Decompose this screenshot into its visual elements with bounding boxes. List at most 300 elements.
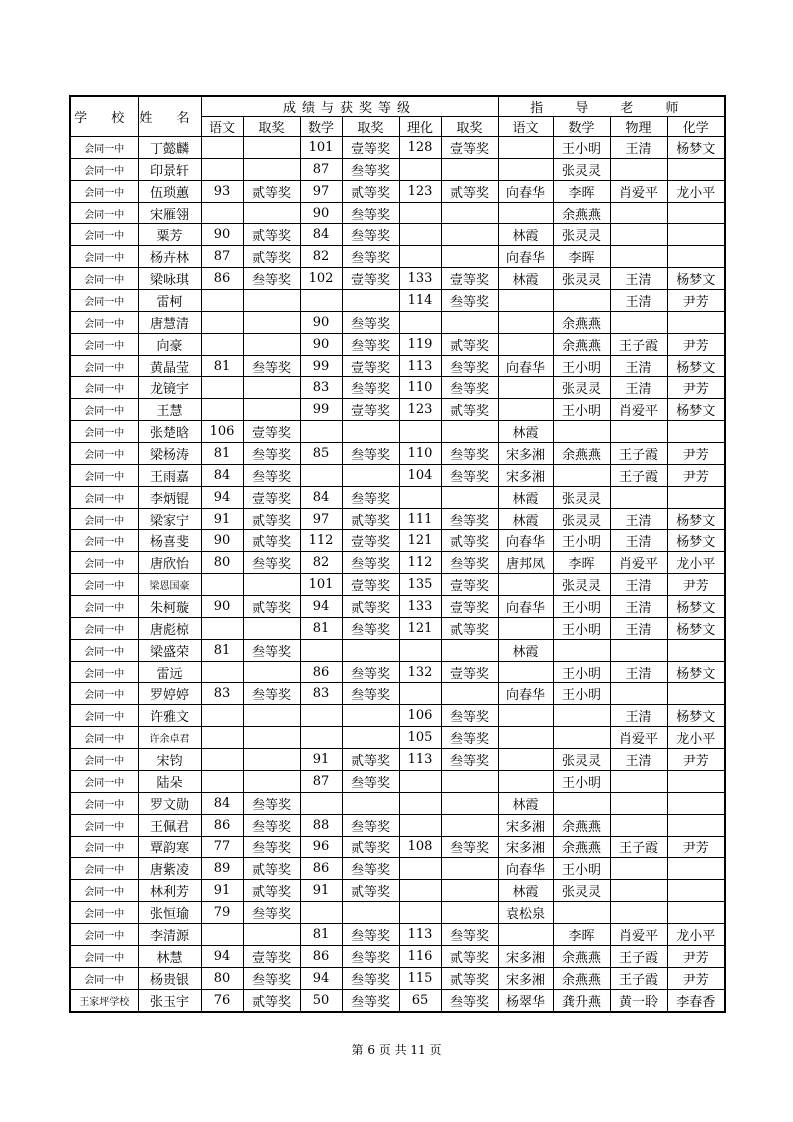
school-cell: 会同一中	[70, 290, 138, 312]
header-scichem-award: 取奖	[441, 117, 498, 137]
chinese-score-cell: 89	[201, 858, 243, 880]
chinese-score-cell: 90	[201, 596, 243, 618]
teacher-physics-cell: 王清	[610, 508, 667, 530]
teacher-chemistry-cell: 龙小平	[667, 552, 725, 574]
table-row	[70, 486, 725, 508]
math-score-cell: 50	[300, 989, 342, 1012]
scichem-award-cell: 叁等奖	[441, 464, 498, 486]
scichem-score-cell	[399, 770, 441, 792]
teacher-math-cell: 李晖	[553, 180, 610, 202]
header-chinese-award: 取奖	[243, 117, 300, 137]
chinese-score-cell: 90	[201, 224, 243, 246]
teacher-math-cell: 余燕燕	[553, 967, 610, 989]
chinese-award-cell: 贰等奖	[243, 989, 300, 1012]
teacher-chinese-cell: 林霞	[498, 508, 553, 530]
name-cell: 唐慧清	[138, 311, 201, 333]
chinese-score-cell	[201, 399, 243, 421]
math-award-cell: 叁等奖	[342, 552, 399, 574]
teacher-physics-cell: 王清	[610, 355, 667, 377]
teacher-chinese-cell: 林霞	[498, 792, 553, 814]
chinese-award-cell: 壹等奖	[243, 945, 300, 967]
teacher-chinese-cell: 袁松泉	[498, 902, 553, 924]
name-cell: 雷远	[138, 661, 201, 683]
teacher-physics-cell: 王子霞	[610, 443, 667, 465]
school-cell: 会同一中	[70, 137, 138, 159]
table-row	[70, 967, 725, 989]
scichem-score-cell: 123	[399, 180, 441, 202]
teacher-chinese-cell	[498, 749, 553, 771]
chinese-award-cell	[243, 727, 300, 749]
chinese-score-cell: 81	[201, 443, 243, 465]
table-row	[70, 792, 725, 814]
scichem-award-cell: 叁等奖	[441, 749, 498, 771]
scichem-score-cell: 121	[399, 617, 441, 639]
chinese-award-cell	[243, 661, 300, 683]
name-cell: 许余卓君	[138, 727, 201, 749]
table-row	[70, 639, 725, 661]
teacher-physics-cell: 王清	[610, 705, 667, 727]
math-score-cell: 82	[300, 246, 342, 268]
teacher-chinese-cell	[498, 617, 553, 639]
teacher-math-cell: 李晖	[553, 552, 610, 574]
scichem-score-cell: 113	[399, 923, 441, 945]
teacher-chemistry-cell: 杨梦文	[667, 617, 725, 639]
teacher-physics-cell: 肖爱平	[610, 180, 667, 202]
teacher-chinese-cell: 向春华	[498, 530, 553, 552]
school-cell: 会同一中	[70, 683, 138, 705]
school-cell: 会同一中	[70, 749, 138, 771]
chinese-score-cell	[201, 727, 243, 749]
teacher-chinese-cell: 林霞	[498, 268, 553, 290]
scichem-score-cell: 121	[399, 530, 441, 552]
teacher-math-cell: 余燕燕	[553, 945, 610, 967]
chinese-award-cell: 叁等奖	[243, 443, 300, 465]
scichem-score-cell: 114	[399, 290, 441, 312]
math-score-cell: 86	[300, 858, 342, 880]
scichem-award-cell: 叁等奖	[441, 355, 498, 377]
table-row	[70, 530, 725, 552]
table-row	[70, 880, 725, 902]
table-row	[70, 224, 725, 246]
teacher-physics-cell	[610, 639, 667, 661]
teacher-physics-cell: 肖爱平	[610, 727, 667, 749]
teacher-math-cell: 张灵灵	[553, 158, 610, 180]
chinese-score-cell	[201, 202, 243, 224]
teacher-math-cell: 李晖	[553, 246, 610, 268]
math-award-cell: 叁等奖	[342, 443, 399, 465]
header-math-score: 数学	[300, 117, 342, 137]
scichem-award-cell	[441, 639, 498, 661]
teacher-physics-cell	[610, 814, 667, 836]
school-cell: 会同一中	[70, 399, 138, 421]
school-cell: 会同一中	[70, 923, 138, 945]
chinese-score-cell: 80	[201, 967, 243, 989]
table-row	[70, 923, 725, 945]
school-cell: 会同一中	[70, 158, 138, 180]
scichem-award-cell: 叁等奖	[441, 989, 498, 1012]
teacher-math-cell: 王小明	[553, 137, 610, 159]
teacher-chemistry-cell: 尹芳	[667, 377, 725, 399]
teacher-physics-cell	[610, 683, 667, 705]
chinese-award-cell	[243, 617, 300, 639]
teacher-chemistry-cell: 杨梦文	[667, 399, 725, 421]
table-row	[70, 945, 725, 967]
teacher-math-cell: 王小明	[553, 399, 610, 421]
teacher-physics-cell	[610, 421, 667, 443]
math-award-cell: 叁等奖	[342, 224, 399, 246]
teacher-math-cell	[553, 639, 610, 661]
teacher-math-cell	[553, 290, 610, 312]
name-cell: 梁杨涛	[138, 443, 201, 465]
teacher-chemistry-cell	[667, 421, 725, 443]
chinese-score-cell	[201, 311, 243, 333]
teacher-chinese-cell: 向春华	[498, 246, 553, 268]
teacher-chinese-cell: 宋多湘	[498, 443, 553, 465]
name-cell: 梁恩国豪	[138, 574, 201, 596]
teacher-chinese-cell: 林霞	[498, 639, 553, 661]
chinese-award-cell: 叁等奖	[243, 552, 300, 574]
chinese-award-cell	[243, 158, 300, 180]
scichem-score-cell	[399, 486, 441, 508]
scichem-score-cell: 132	[399, 661, 441, 683]
chinese-award-cell: 叁等奖	[243, 814, 300, 836]
teacher-chemistry-cell: 龙小平	[667, 923, 725, 945]
scichem-score-cell: 110	[399, 377, 441, 399]
teacher-physics-cell: 黄一聆	[610, 989, 667, 1012]
teacher-physics-cell	[610, 311, 667, 333]
scichem-award-cell	[441, 880, 498, 902]
table-row	[70, 377, 725, 399]
name-cell: 罗文勋	[138, 792, 201, 814]
scichem-score-cell: 133	[399, 596, 441, 618]
header-name: 姓 名	[138, 96, 201, 137]
scichem-award-cell: 壹等奖	[441, 574, 498, 596]
teacher-chinese-cell: 向春华	[498, 596, 553, 618]
teacher-physics-cell	[610, 880, 667, 902]
teacher-physics-cell	[610, 202, 667, 224]
math-award-cell: 壹等奖	[342, 268, 399, 290]
scichem-score-cell	[399, 902, 441, 924]
teacher-math-cell: 张灵灵	[553, 377, 610, 399]
chinese-award-cell: 叁等奖	[243, 268, 300, 290]
name-cell: 伍琐蕙	[138, 180, 201, 202]
scichem-award-cell: 叁等奖	[441, 552, 498, 574]
school-cell: 会同一中	[70, 902, 138, 924]
chinese-award-cell: 叁等奖	[243, 792, 300, 814]
math-award-cell	[342, 421, 399, 443]
school-cell: 会同一中	[70, 508, 138, 530]
teacher-chinese-cell: 宋多湘	[498, 836, 553, 858]
teacher-chinese-cell: 林霞	[498, 421, 553, 443]
table-row	[70, 596, 725, 618]
page-footer: 第 6 页 共 11 页	[351, 1043, 442, 1057]
scichem-score-cell: 113	[399, 355, 441, 377]
teacher-chinese-cell	[498, 311, 553, 333]
name-cell: 印景轩	[138, 158, 201, 180]
teacher-chemistry-cell: 杨梦文	[667, 705, 725, 727]
teacher-math-cell: 李晖	[553, 923, 610, 945]
scichem-award-cell	[441, 246, 498, 268]
chinese-award-cell: 叁等奖	[243, 836, 300, 858]
scichem-score-cell	[399, 224, 441, 246]
teacher-math-cell: 王小明	[553, 858, 610, 880]
scichem-award-cell: 叁等奖	[441, 508, 498, 530]
math-award-cell: 叁等奖	[342, 246, 399, 268]
scichem-award-cell: 贰等奖	[441, 967, 498, 989]
school-cell: 会同一中	[70, 814, 138, 836]
chinese-score-cell	[201, 705, 243, 727]
scichem-score-cell	[399, 202, 441, 224]
teacher-chemistry-cell	[667, 770, 725, 792]
scichem-score-cell	[399, 814, 441, 836]
chinese-score-cell: 91	[201, 880, 243, 902]
math-score-cell: 83	[300, 683, 342, 705]
math-score-cell: 81	[300, 617, 342, 639]
chinese-award-cell: 叁等奖	[243, 902, 300, 924]
teacher-chemistry-cell	[667, 311, 725, 333]
school-cell: 会同一中	[70, 661, 138, 683]
scichem-award-cell: 叁等奖	[441, 727, 498, 749]
teacher-physics-cell: 肖爱平	[610, 923, 667, 945]
name-cell: 唐紫凌	[138, 858, 201, 880]
table-row	[70, 290, 725, 312]
table-row	[70, 661, 725, 683]
teacher-chemistry-cell: 杨梦文	[667, 137, 725, 159]
math-score-cell: 99	[300, 355, 342, 377]
teacher-chinese-cell	[498, 705, 553, 727]
teacher-chinese-cell	[498, 333, 553, 355]
scichem-award-cell: 贰等奖	[441, 617, 498, 639]
teacher-math-cell: 王小明	[553, 355, 610, 377]
teacher-chemistry-cell: 尹芳	[667, 945, 725, 967]
teacher-chemistry-cell: 李春香	[667, 989, 725, 1012]
table-row	[70, 902, 725, 924]
chinese-score-cell: 94	[201, 945, 243, 967]
scichem-score-cell: 104	[399, 464, 441, 486]
teacher-math-cell: 张灵灵	[553, 749, 610, 771]
school-cell: 会同一中	[70, 224, 138, 246]
name-cell: 杨贵银	[138, 967, 201, 989]
chinese-award-cell	[243, 923, 300, 945]
teacher-physics-cell	[610, 902, 667, 924]
math-score-cell: 90	[300, 202, 342, 224]
scichem-award-cell: 壹等奖	[441, 137, 498, 159]
math-score-cell: 102	[300, 268, 342, 290]
teacher-math-cell: 王小明	[553, 683, 610, 705]
scichem-score-cell	[399, 246, 441, 268]
math-score-cell: 82	[300, 552, 342, 574]
chinese-award-cell: 贰等奖	[243, 508, 300, 530]
math-award-cell: 壹等奖	[342, 355, 399, 377]
math-award-cell: 叁等奖	[342, 770, 399, 792]
teacher-physics-cell: 王子霞	[610, 333, 667, 355]
math-award-cell: 叁等奖	[342, 923, 399, 945]
name-cell: 李清源	[138, 923, 201, 945]
scichem-score-cell: 128	[399, 137, 441, 159]
school-cell: 会同一中	[70, 355, 138, 377]
table-row	[70, 683, 725, 705]
math-score-cell: 87	[300, 770, 342, 792]
scichem-score-cell: 133	[399, 268, 441, 290]
scichem-score-cell: 106	[399, 705, 441, 727]
teacher-math-cell: 王小明	[553, 661, 610, 683]
chinese-award-cell	[243, 290, 300, 312]
school-cell: 会同一中	[70, 180, 138, 202]
scichem-award-cell: 叁等奖	[441, 923, 498, 945]
math-award-cell	[342, 727, 399, 749]
teacher-math-cell: 余燕燕	[553, 333, 610, 355]
scichem-score-cell	[399, 858, 441, 880]
teacher-math-cell: 余燕燕	[553, 814, 610, 836]
header-row-groups	[70, 96, 725, 117]
teacher-physics-cell: 王清	[610, 377, 667, 399]
chinese-award-cell	[243, 574, 300, 596]
teacher-chemistry-cell: 尹芳	[667, 443, 725, 465]
name-cell: 丁懿麟	[138, 137, 201, 159]
scichem-award-cell: 贰等奖	[441, 945, 498, 967]
math-award-cell: 壹等奖	[342, 137, 399, 159]
chinese-score-cell: 106	[201, 421, 243, 443]
table-row	[70, 180, 725, 202]
chinese-award-cell	[243, 399, 300, 421]
math-award-cell: 叁等奖	[342, 486, 399, 508]
teacher-chinese-cell	[498, 290, 553, 312]
math-award-cell: 叁等奖	[342, 377, 399, 399]
math-award-cell: 叁等奖	[342, 683, 399, 705]
school-cell: 会同一中	[70, 464, 138, 486]
teacher-chemistry-cell: 杨梦文	[667, 530, 725, 552]
scichem-award-cell: 贰等奖	[441, 333, 498, 355]
name-cell: 张楚晗	[138, 421, 201, 443]
math-award-cell: 叁等奖	[342, 202, 399, 224]
chinese-award-cell: 叁等奖	[243, 683, 300, 705]
scichem-score-cell	[399, 158, 441, 180]
chinese-score-cell: 79	[201, 902, 243, 924]
scichem-award-cell	[441, 486, 498, 508]
name-cell: 李炳锟	[138, 486, 201, 508]
chinese-award-cell: 贰等奖	[243, 224, 300, 246]
name-cell: 林慧	[138, 945, 201, 967]
scichem-score-cell: 65	[399, 989, 441, 1012]
name-cell: 王慧	[138, 399, 201, 421]
school-cell: 会同一中	[70, 967, 138, 989]
name-cell: 张恒瑜	[138, 902, 201, 924]
scichem-award-cell: 叁等奖	[441, 290, 498, 312]
table-body	[70, 137, 725, 1013]
math-score-cell: 96	[300, 836, 342, 858]
math-score-cell: 84	[300, 486, 342, 508]
teacher-math-cell	[553, 792, 610, 814]
name-cell: 王佩君	[138, 814, 201, 836]
chinese-award-cell	[243, 770, 300, 792]
math-score-cell: 99	[300, 399, 342, 421]
chinese-award-cell: 贰等奖	[243, 596, 300, 618]
teacher-chemistry-cell	[667, 224, 725, 246]
chinese-score-cell: 76	[201, 989, 243, 1012]
math-award-cell	[342, 705, 399, 727]
chinese-score-cell: 90	[201, 530, 243, 552]
math-award-cell	[342, 639, 399, 661]
chinese-score-cell	[201, 137, 243, 159]
scichem-score-cell	[399, 792, 441, 814]
teacher-chinese-cell	[498, 923, 553, 945]
teacher-chinese-cell: 杨翠华	[498, 989, 553, 1012]
scichem-award-cell: 叁等奖	[441, 443, 498, 465]
math-score-cell	[300, 705, 342, 727]
teacher-chinese-cell: 林霞	[498, 880, 553, 902]
scichem-score-cell: 111	[399, 508, 441, 530]
teacher-chemistry-cell	[667, 814, 725, 836]
teacher-math-cell: 余燕燕	[553, 202, 610, 224]
math-score-cell	[300, 290, 342, 312]
math-award-cell: 壹等奖	[342, 530, 399, 552]
table-row	[70, 399, 725, 421]
math-score-cell: 97	[300, 180, 342, 202]
teacher-chinese-cell	[498, 727, 553, 749]
scichem-score-cell: 116	[399, 945, 441, 967]
header-results-group: 成绩与获奖等级	[201, 96, 498, 117]
school-cell: 会同一中	[70, 596, 138, 618]
math-award-cell: 叁等奖	[342, 967, 399, 989]
math-award-cell: 叁等奖	[342, 945, 399, 967]
chinese-score-cell: 86	[201, 268, 243, 290]
teacher-chemistry-cell: 尹芳	[667, 333, 725, 355]
teacher-physics-cell: 王清	[610, 290, 667, 312]
table-row	[70, 574, 725, 596]
header-school: 学 校	[70, 96, 138, 137]
chinese-score-cell: 87	[201, 246, 243, 268]
chinese-score-cell	[201, 617, 243, 639]
school-cell: 会同一中	[70, 945, 138, 967]
school-cell: 会同一中	[70, 333, 138, 355]
math-score-cell	[300, 902, 342, 924]
teacher-physics-cell: 王子霞	[610, 836, 667, 858]
table-row	[70, 443, 725, 465]
teacher-physics-cell: 王清	[610, 661, 667, 683]
table-row	[70, 814, 725, 836]
teacher-physics-cell: 王子霞	[610, 945, 667, 967]
header-teachers-group: 指 导 老 师	[498, 96, 725, 117]
teacher-math-cell: 张灵灵	[553, 268, 610, 290]
school-cell: 会同一中	[70, 443, 138, 465]
math-score-cell: 112	[300, 530, 342, 552]
name-cell: 许雅文	[138, 705, 201, 727]
teacher-chinese-cell	[498, 137, 553, 159]
chinese-award-cell	[243, 311, 300, 333]
scichem-award-cell: 叁等奖	[441, 705, 498, 727]
math-award-cell: 叁等奖	[342, 617, 399, 639]
math-score-cell	[300, 464, 342, 486]
math-score-cell: 90	[300, 333, 342, 355]
teacher-physics-cell	[610, 858, 667, 880]
name-cell: 向豪	[138, 333, 201, 355]
math-score-cell: 83	[300, 377, 342, 399]
chinese-score-cell	[201, 333, 243, 355]
teacher-chemistry-cell: 杨梦文	[667, 268, 725, 290]
scichem-award-cell	[441, 814, 498, 836]
teacher-chemistry-cell: 尹芳	[667, 749, 725, 771]
table-row	[70, 268, 725, 290]
table-row	[70, 137, 725, 159]
header-teacher-chinese: 语文	[498, 117, 553, 137]
teacher-chemistry-cell: 杨梦文	[667, 508, 725, 530]
table-row	[70, 246, 725, 268]
table-row	[70, 727, 725, 749]
teacher-chemistry-cell: 尹芳	[667, 290, 725, 312]
teacher-chinese-cell	[498, 399, 553, 421]
teacher-chemistry-cell: 尹芳	[667, 836, 725, 858]
name-cell: 张玉宇	[138, 989, 201, 1012]
